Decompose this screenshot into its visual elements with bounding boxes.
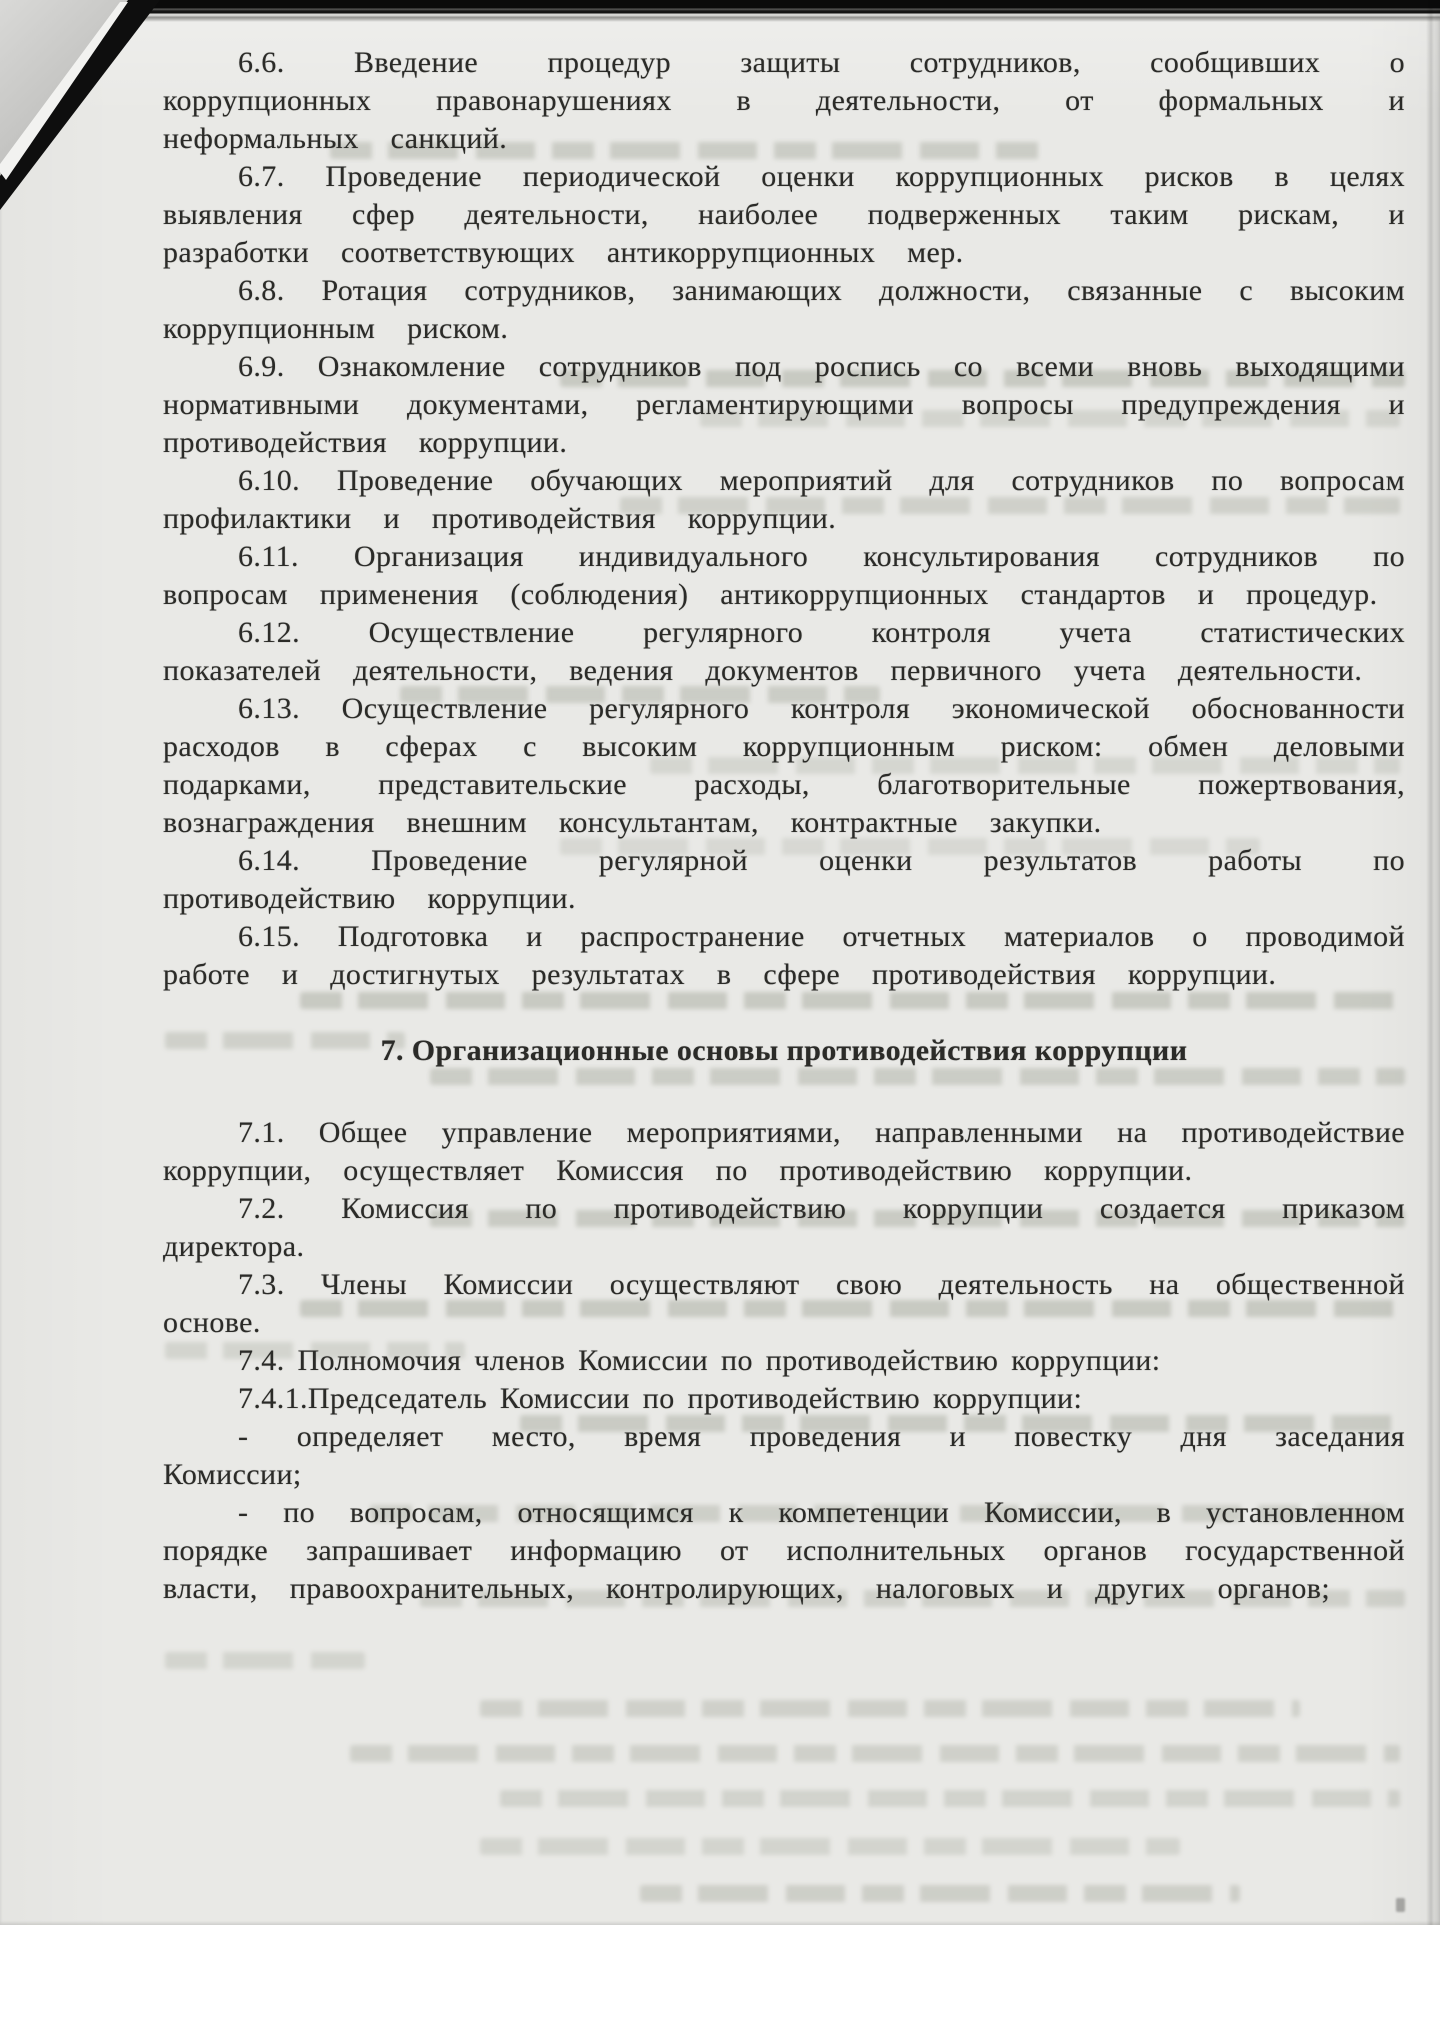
document-paragraph: 6.14. Проведение регулярной оценки результатов работы по противодействию коррупции. — [163, 844, 1405, 915]
scan-top-edge — [0, 0, 1440, 22]
document-paragraph: 6.15. Подготовка и распространение отчетных материалов о проводимой работе и достигнутых результатах в сфере противодействия коррупции. — [163, 920, 1405, 991]
document-paragraph: 6.10. Проведение обучающих мероприятий для сотрудников по вопросам профилактики и противодействия коррупции. — [163, 464, 1405, 535]
document-paragraph: 7.1. Общее управление мероприятиями, направленными на противодействие коррупции, осуществляет Комиссия по противодействию коррупции. — [163, 1116, 1405, 1187]
document-paragraph: 6.9. Ознакомление сотрудников под роспись со всеми вновь выходящими нормативными документами, регламентирующими вопросы предупреждения и противодействия коррупции. — [163, 350, 1405, 459]
bleedthrough-text-line — [500, 1790, 1400, 1807]
bleedthrough-text-line — [350, 1745, 1400, 1762]
scanner-speck-artifact — [1396, 1898, 1405, 1912]
document-paragraph: 6.13. Осуществление регулярного контроля экономической обоснованности расходов в сферах с высоким коррупционным риском: обмен деловыми подарками, представительские расходы, благотворительные пожертвования, вознаграждения внешним консультантам, контрактные закупки. — [163, 692, 1405, 839]
document-paragraph: 6.7. Проведение периодической оценки коррупционных рисков в целях выявления сфер деятельности, наиболее подверженных таким рискам, и разработки соответствующих антикоррупционных мер. — [163, 160, 1405, 269]
bleedthrough-text-line — [165, 1652, 365, 1669]
document-paragraph: 7.2. Комиссия по противодействию коррупции создается приказом директора. — [163, 1192, 1405, 1263]
document-paragraph: 7.4. Полномочия членов Комиссии по противодействию коррупции: — [238, 1344, 1161, 1377]
bleedthrough-text-line — [640, 1885, 1240, 1902]
list-item: - по вопросам, относящимся к компетенции Комиссии, в установленном порядке запрашивает информацию от исполнительных органов государственной власти, правоохранительных, контролирующих, налоговых и других органов; — [163, 1496, 1405, 1605]
bleedthrough-text-line — [480, 1838, 1180, 1855]
document-paragraph: 7.4.1.Председатель Комиссии по противодействию коррупции: — [238, 1382, 1083, 1415]
document-paragraph: 6.11. Организация индивидуального консультирования сотрудников по вопросам применения (соблюдения) антикоррупционных стандартов и процедур. — [163, 540, 1405, 611]
document-text — [163, 44, 1405, 1608]
document-paragraph: 6.12. Осуществление регулярного контроля учета статистических показателей деятельности, ведения документов первичного учета деятельности. — [163, 616, 1405, 687]
list-item: - определяет место, время проведения и повестку дня заседания Комиссии; — [163, 1420, 1405, 1491]
document-paragraph: 7.3. Члены Комиссии осуществляют свою деятельность на общественной основе. — [163, 1268, 1405, 1339]
document-paragraph: 6.6. Введение процедур защиты сотрудников, сообщивших о коррупционных правонарушениях в деятельности, от формальных и неформальных санкций. — [163, 46, 1405, 155]
scan-bottom-margin — [0, 1925, 1440, 2036]
document-paragraph: 6.8. Ротация сотрудников, занимающих должности, связанные с высоким коррупционным риском. — [163, 274, 1405, 345]
bleedthrough-text-line — [480, 1700, 1300, 1717]
section-heading: 7. Организационные основы противодействия коррупции — [380, 1034, 1188, 1067]
scan-right-edge — [1426, 0, 1440, 1925]
